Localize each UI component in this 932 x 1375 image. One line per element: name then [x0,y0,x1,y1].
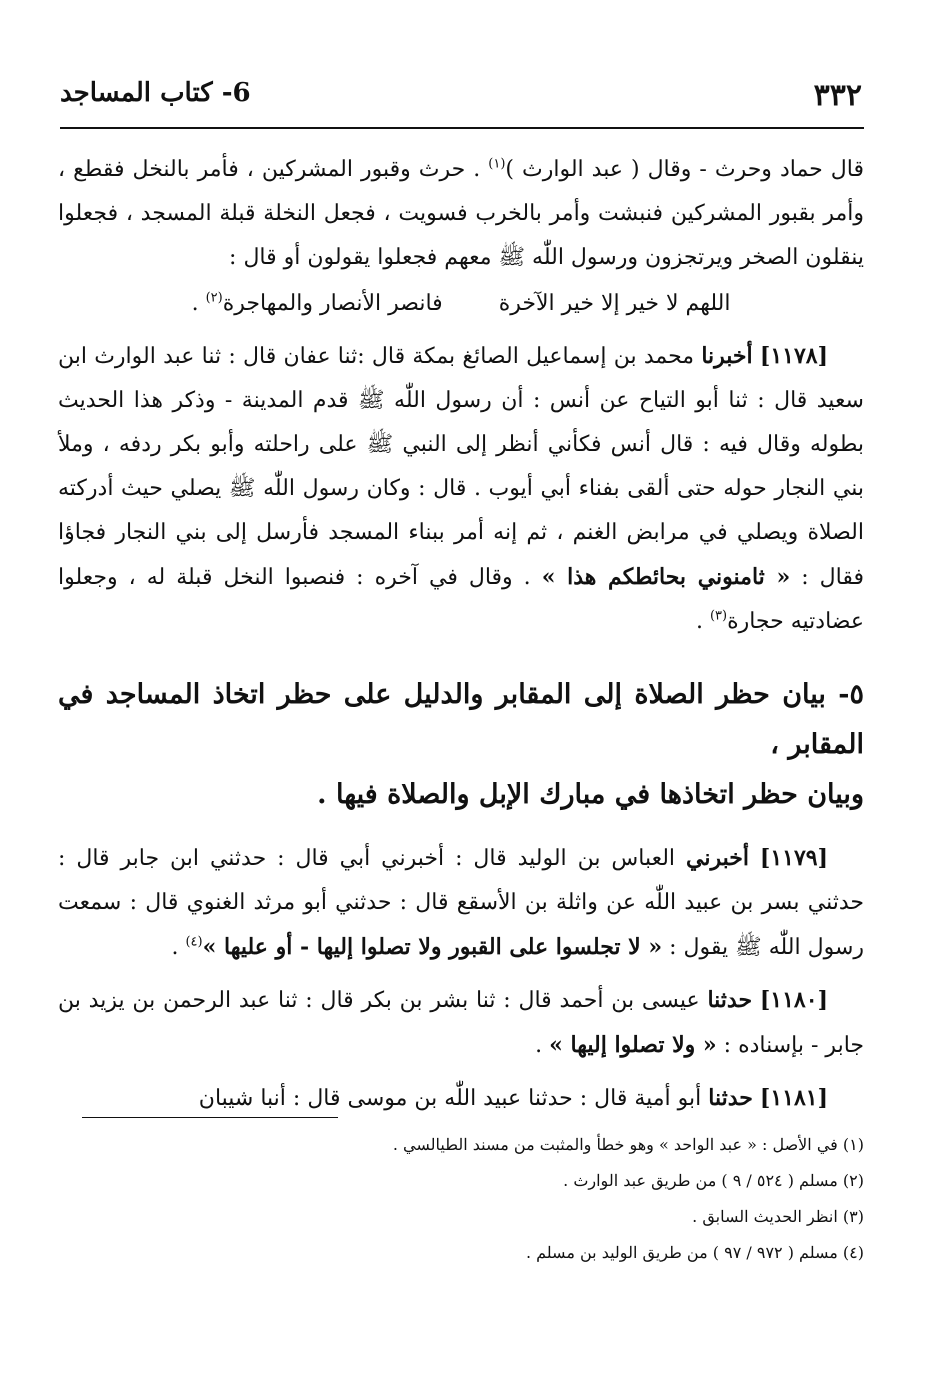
intro-paragraph [58,148,864,280]
header-rule [60,127,864,129]
hadith-end: . [695,609,710,634]
main-text [58,148,864,1129]
hadith-quote: « ثامنوني بحائطكم هذا » [541,564,791,590]
page-header [60,78,862,118]
hadith-lead: أخبرني [685,845,749,871]
verse-first-half: اللهم لا خير إلا خير الآخرة [498,291,731,316]
footnote-1: (١) في الأصل : « عبد الواحد » وهو خطأ والمثبت من مسند الطيالسي . [392,1135,864,1154]
intro-text-2: . حرث وقبور المشركين ، فأمر بالنخل فقطع ، وأمر بقبور المشركين فنبشت وأمر بالخرب فسويت ، فجعل النخلة قبلة المسجد ، فجعلوا ينقلون الصخر ويرتجزون ورسول اللّٰه ﷺ معهم فجعلوا يقولون أو قال : [58,157,864,270]
hadith-end: . [171,935,186,960]
hadith-1179 [58,836,864,970]
hadith-1181 [58,1076,864,1121]
verse-second-half: فانصر الأنصار والمهاجرة [222,291,443,316]
intro-text-1: قال حماد وحرث - وقال ( عبد الوارث ) [505,157,864,182]
section-heading-line-2: وبيان حظر اتخاذها في مبارك الإبل والصلاة فيها . [317,779,864,810]
footnote-ref-1: (١) [488,156,506,172]
footnotes [58,1127,864,1271]
hadith-text-2: . وقال في آخره : فنصبوا النخل قبلة له ، وجعلوا عضادتيه حجارة [58,565,864,634]
footnote-ref-2: (٢) [205,290,223,306]
hadith-number: [١١٧٨] [759,343,828,369]
hadith-text: العباس بن الوليد قال : أخبرني أبي قال : حدثني ابن جابر قال : حدثني بسر بن عبيد اللّٰه عن واثلة بن الأسقع قال : حدثني أبو مرثد الغنوي قال : سمعت رسول اللّٰه ﷺ يقول : [58,846,864,960]
poem-verse [58,282,864,326]
chapter-title: 6- كتاب المساجد [60,78,251,108]
footnote-separator [82,1117,338,1118]
hadith-quote: « لا تجلسوا على القبور ولا تصلوا إليها - أو عليها » [202,934,663,960]
hadith-number: [١١٨١] [759,1085,828,1111]
footnote-ref-3: (٣) [709,608,728,624]
footnote-4: (٤) مسلم ( ٩٧٢ / ٩٧ ) من طريق الوليد بن مسلم . [525,1243,864,1262]
hadith-text: عيسى بن أحمد قال : ثنا بشر بن بكر قال : ثنا عبد الرحمن بن يزيد بن جابر - بإسناده : [58,988,864,1058]
hadith-text: محمد بن إسماعيل الصائغ بمكة قال :ثنا عفان قال : ثنا عبد الوارث ابن سعيد قال : ثنا أبو التياح عن أنس : أن رسول اللّٰه ﷺ قدم المدينة - وذكر هذا الحديث بطوله وقال فيه : قال أنس فكأني أنظر إلى النبي ﷺ على راحلته وأبو بكر ردفه ، وملأ بني النجار حوله حتى ألقى بفناء أبي أيوب . قال : وكان رسول اللّٰه ﷺ يصلي حيث أدركته الصلاة ويصلي في مرابض الغنم ، ثم إنه أمر ببناء المسجد فأرسل إلى بني النجار فجاؤا فقال : [58,344,865,590]
section-heading [58,670,864,820]
footnote-2: (٢) مسلم ( ٥٢٤ / ٩ ) من طريق عبد الوارث . [563,1171,864,1190]
hadith-text: أبو أمية قال : حدثنا عبيد اللّٰه بن موسى قال : أنبا شيبان [198,1086,709,1111]
hadith-lead: حدثنا [708,1085,753,1111]
section-heading-line-1: ٥- بيان حظر الصلاة إلى المقابر والدليل على حظر اتخاذ المساجد في المقابر ، [58,679,864,760]
page-number: ٣٣٢ [813,78,862,113]
verse-end: . [191,291,206,316]
footnote-3: (٣) انظر الحديث السابق . [692,1207,864,1226]
hadith-1178 [58,334,864,644]
hadith-end: . [535,1033,550,1058]
hadith-number: [١١٨٠] [759,987,828,1013]
verse-second-half-wrap [192,282,443,326]
hadith-lead: حدثنا [707,987,753,1013]
hadith-quote: « ولا تصلوا إليها » [549,1032,717,1058]
footnote-ref-4: (٤) [185,934,203,950]
hadith-1180 [58,978,864,1068]
hadith-number: [١١٧٩] [759,845,828,871]
hadith-lead: أخبرنا [701,343,753,369]
